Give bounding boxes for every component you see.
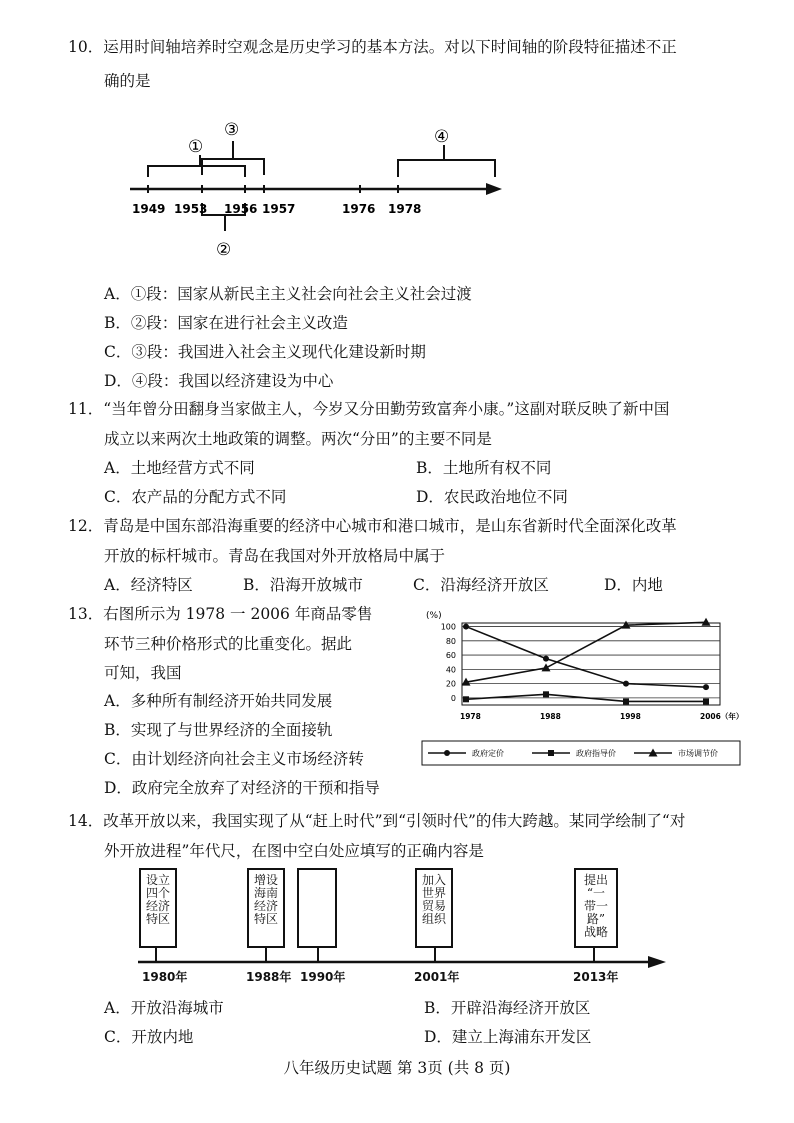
q14-box-blank — [297, 868, 337, 948]
series-line-2 — [466, 622, 706, 682]
point-triangle — [542, 663, 551, 671]
chart-ytick-label: 0 — [450, 693, 456, 703]
point-square — [623, 698, 629, 704]
year-1976: 1976 — [342, 202, 376, 216]
q11-stem-line2: 成立以来两次土地政策的调整。两次“分田”的主要不同是 — [104, 430, 492, 448]
q12-option-d[interactable]: D．内地 — [604, 576, 663, 594]
point-circle — [623, 681, 629, 687]
page-footer: 八年级历史试题 第 3页 (共 8 页) — [283, 1059, 511, 1077]
q14-year-1980: 1980年 — [142, 970, 188, 984]
timeline-arrow — [486, 183, 502, 195]
year-1978: 1978 — [388, 202, 422, 216]
q14-year-1990: 1990年 — [300, 970, 346, 984]
chart-ytick-label: 80 — [445, 636, 456, 646]
q11-option-a[interactable]: A．土地经营方式不同 — [104, 459, 255, 477]
legend-label: 市场调节价 — [678, 749, 718, 758]
chart-ytick-label: 20 — [445, 679, 456, 689]
price-chart — [420, 605, 750, 805]
q10-timeline — [120, 115, 520, 265]
chart-frame — [462, 623, 720, 705]
point-square — [543, 691, 549, 697]
point-circle — [463, 624, 469, 630]
legend-label: 政府指导价 — [576, 749, 616, 758]
q12-option-b[interactable]: B．沿海开放城市 — [243, 576, 363, 594]
legend-label: 政府定价 — [472, 749, 504, 758]
q10-stem-line1: 10．运用时间轴培养时空观念是历史学习的基本方法。对以下时间轴的阶段特征描述不正 — [68, 38, 677, 56]
q14-option-b[interactable]: B．开辟沿海经济开放区 — [424, 999, 591, 1017]
mark-4: ④ — [434, 127, 450, 147]
bracket-1 — [148, 166, 245, 177]
year-1957: 1957 — [262, 202, 296, 216]
q12-stem-line2: 开放的标杆城市。青岛在我国对外开放格局中属于 — [104, 547, 446, 565]
chart-ytick-label: 60 — [445, 651, 456, 661]
year-1949: 1949 — [132, 202, 166, 216]
q10-option-d[interactable]: D．④段：我国以经济建设为中心 — [104, 372, 334, 390]
q14-year-2013: 2013年 — [573, 970, 619, 984]
q13-option-d[interactable]: D．政府完全放弃了对经济的干预和指导 — [104, 779, 380, 797]
point-circle — [703, 684, 709, 690]
q10-option-c[interactable]: C．③段：我国进入社会主义现代化建设新时期 — [104, 343, 426, 361]
q11-stem-line1: 11．“当年曾分田翻身当家做主人，今岁又分田勤劳致富奔小康。”这副对联反映了新中国 — [68, 400, 670, 418]
q13-option-c[interactable]: C．由计划经济向社会主义市场经济转 — [104, 750, 364, 768]
q14-box-2013 — [574, 868, 618, 948]
point-circle — [543, 656, 549, 662]
chart-ytick-label: 40 — [445, 665, 456, 675]
q11-option-b[interactable]: B．土地所有权不同 — [416, 459, 552, 477]
chart-xtick-label: 1978 — [460, 712, 481, 721]
box-text: 增设 海南 经济 特区 — [253, 873, 278, 926]
q11-option-d[interactable]: D．农民政治地位不同 — [416, 488, 568, 506]
chart-xtick-label: 1988 — [540, 712, 561, 721]
chart-ytick-label: 100 — [440, 622, 456, 632]
q11-option-c[interactable]: C．农产品的分配方式不同 — [104, 488, 287, 506]
mark-2: ② — [216, 240, 232, 260]
legend-marker — [548, 750, 554, 756]
legend-marker — [444, 750, 450, 756]
q13-stem-line1: 13．右图所示为 1978 一 2006 年商品零售 — [68, 605, 373, 623]
chart-xtick-label: 1998 — [620, 712, 641, 721]
box-text: 提出 “一 带一 路” 战略 — [583, 873, 608, 939]
q14-box-2001 — [415, 868, 453, 948]
q14-stem-line1: 14．改革开放以来，我国实现了从“赶上时代”到“引领时代”的伟大跨越。某同学绘制了“对 — [68, 812, 686, 830]
q12-option-a[interactable]: A．经济特区 — [104, 576, 193, 594]
year-1956: 1956 — [224, 202, 258, 216]
q14-box-1988 — [247, 868, 285, 948]
chart-xtick-label: 2006（年） — [700, 712, 744, 721]
mark-1: ① — [188, 137, 204, 157]
q12-option-c[interactable]: C．沿海经济开放区 — [413, 576, 549, 594]
q13-stem-line3: 可知，我国 — [104, 664, 182, 682]
box-text: 设立 四个 经济 特区 — [145, 873, 170, 926]
mark-3: ③ — [224, 120, 240, 140]
chart-ylabel: (%) — [426, 611, 442, 621]
q10-stem-line2: 确的是 — [104, 72, 151, 90]
point-square — [703, 698, 709, 704]
year-1953: 1953 — [174, 202, 208, 216]
q14-option-d[interactable]: D．建立上海浦东开发区 — [424, 1028, 592, 1046]
bracket-4 — [398, 160, 495, 177]
series-line-0 — [466, 627, 706, 688]
q14-year-1988: 1988年 — [246, 970, 292, 984]
q10-option-b[interactable]: B．②段：国家在进行社会主义改造 — [104, 314, 348, 332]
q14-stem-line2: 外开放进程”年代尺，在图中空白处应填写的正确内容是 — [104, 842, 484, 860]
q13-option-a[interactable]: A．多种所有制经济开始共同发展 — [104, 692, 333, 710]
box-text: 加入 世界 贸易 组织 — [421, 873, 446, 926]
q14-year-2001: 2001年 — [414, 970, 460, 984]
q14-option-a[interactable]: A．开放沿海城市 — [104, 999, 224, 1017]
q13-stem-line2: 环节三种价格形式的比重变化。据此 — [104, 635, 353, 653]
q10-option-a[interactable]: A．①段：国家从新民主主义社会向社会主义社会过渡 — [104, 285, 472, 303]
q14-arrow — [648, 956, 666, 968]
q14-box-1980 — [139, 868, 177, 948]
point-square — [463, 696, 469, 702]
q12-stem-line1: 12．青岛是中国东部沿海重要的经济中心城市和港口城市，是山东省新时代全面深化改革 — [68, 517, 677, 535]
q14-option-c[interactable]: C．开放内地 — [104, 1028, 194, 1046]
q13-option-b[interactable]: B．实现了与世界经济的全面接轨 — [104, 721, 333, 739]
